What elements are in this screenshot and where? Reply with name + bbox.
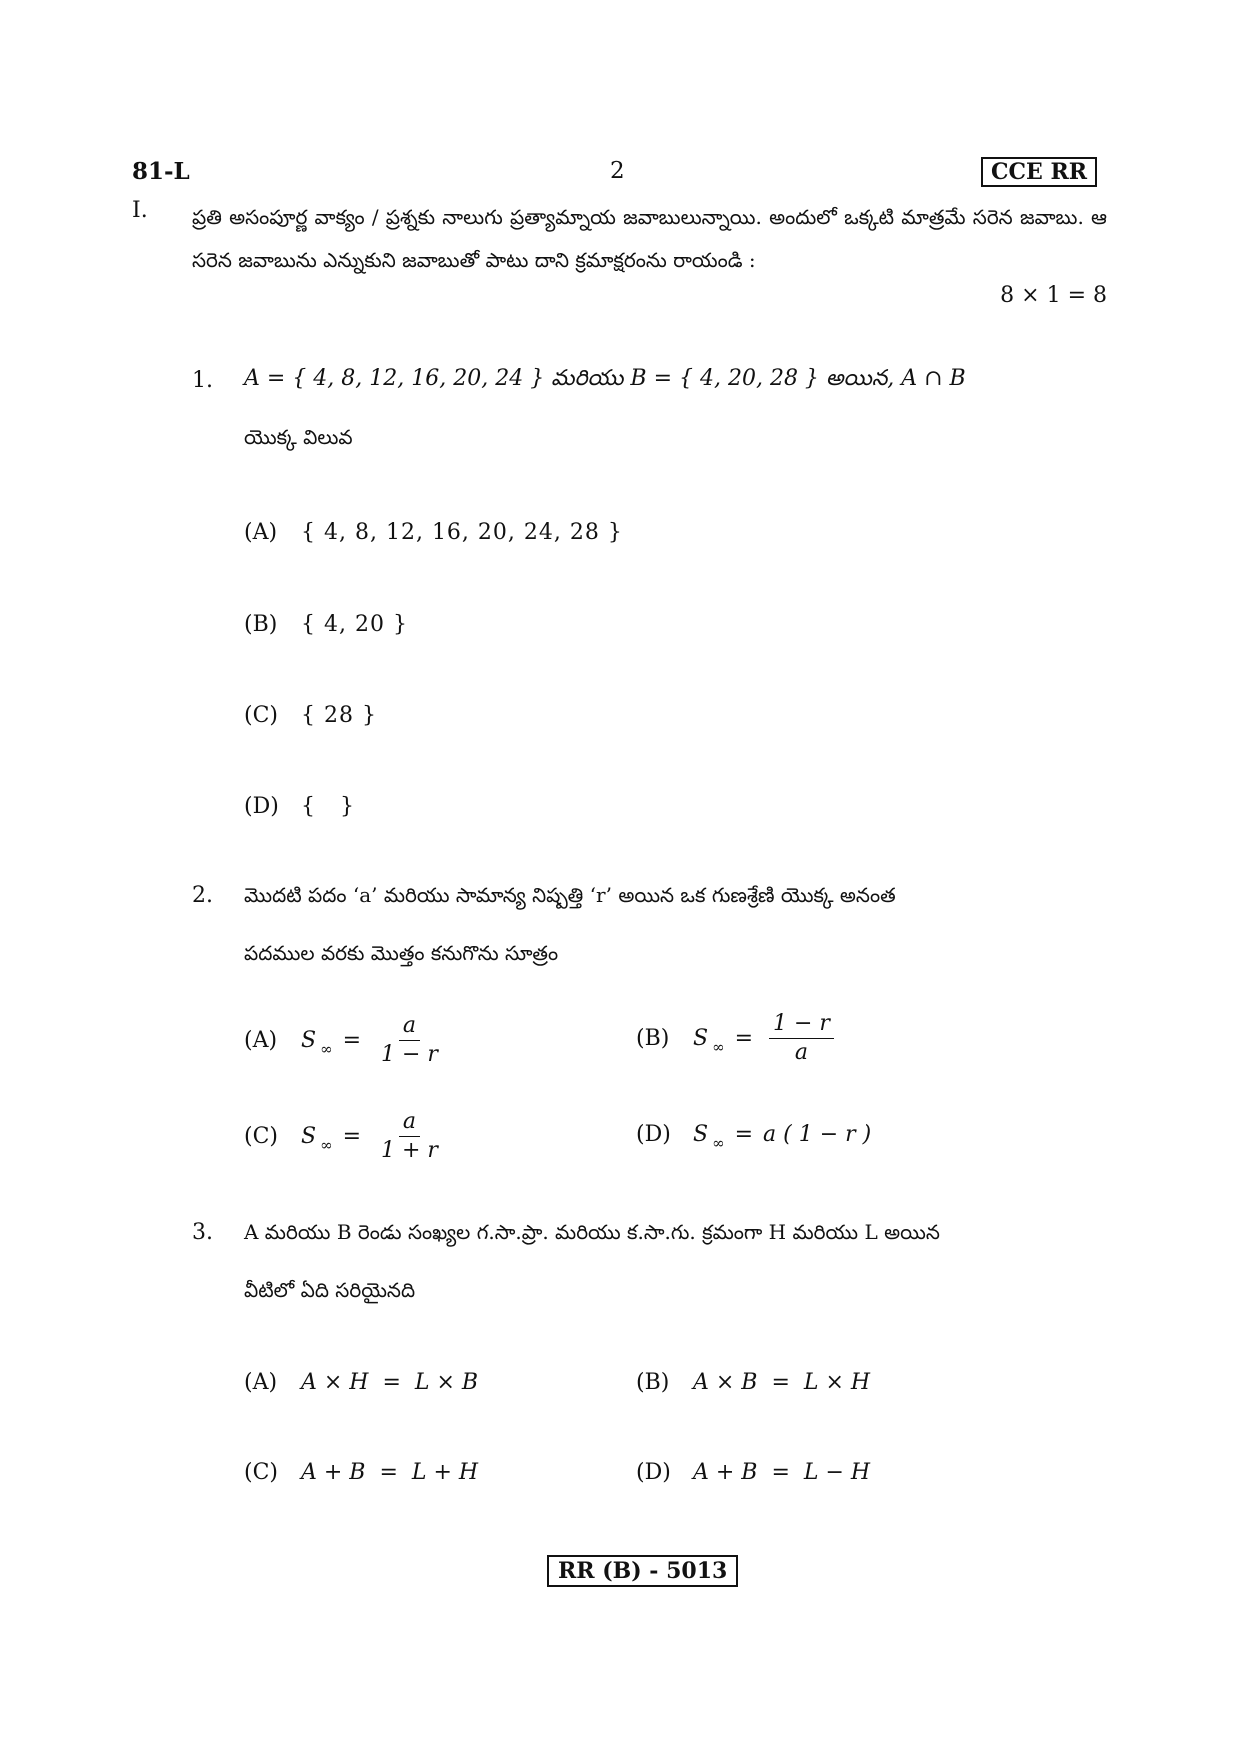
section-number: I. xyxy=(132,198,148,223)
option-value: A + B = L + H xyxy=(301,1460,479,1485)
option-label: (D) xyxy=(244,794,279,819)
equals-sign: = xyxy=(342,1028,362,1053)
fraction xyxy=(377,1108,442,1165)
section-marks: 8 × 1 = 8 xyxy=(1000,283,1107,308)
question-line: A మరియు B రెండు సంఖ్యల గ.సా.ప్రా. మరియు క.సా.గు. క్రమంగా H మరియు L అయిన xyxy=(244,1220,940,1244)
option-c[interactable] xyxy=(244,1460,478,1485)
exam-type-badge: CCE RR xyxy=(981,157,1097,187)
option-label: (C) xyxy=(244,703,278,728)
option-a[interactable] xyxy=(244,1012,448,1069)
option-c[interactable] xyxy=(244,1108,448,1165)
question-text xyxy=(244,866,1108,982)
section-instruction: ప్రతి అసంపూర్ణ వాక్యం / ప్రశ్నకు నాలుగు ప్రత్యామ్నాయ జవాబులున్నాయి. అందులో ఒక్కటి మాత్రమే సరెన జవాబు. ఆ సరెన జవాబును ఎన్నుకుని జవాబుతో పాటు దాని క్రమాక్షరంను రాయండి : xyxy=(192,205,1107,272)
question-text xyxy=(244,350,1108,466)
option-d[interactable] xyxy=(244,794,355,819)
infinity-subscript: ∞ xyxy=(712,1133,725,1152)
option-label: (B) xyxy=(244,612,278,637)
sum-symbol: S xyxy=(301,1028,317,1053)
option-b[interactable] xyxy=(244,612,408,637)
option-value: { 28 } xyxy=(301,703,377,728)
infinity-subscript: ∞ xyxy=(320,1039,333,1058)
option-value: A × H = L × B xyxy=(301,1370,479,1395)
question-line: A = { 4, 8, 12, 16, 20, 24 } మరియు B = { 4, 20, 28 } అయిన, A ∩ B xyxy=(244,366,966,391)
fraction xyxy=(377,1012,442,1069)
equals-sign: = xyxy=(734,1122,754,1147)
page-number: 2 xyxy=(610,158,625,184)
expression: a ( 1 − r ) xyxy=(763,1122,872,1147)
option-label: (D) xyxy=(636,1122,671,1147)
option-label: (B) xyxy=(636,1370,670,1395)
question-number: 2. xyxy=(192,883,213,908)
option-d[interactable] xyxy=(636,1460,870,1485)
numerator: a xyxy=(399,1012,420,1041)
equals-sign: = xyxy=(734,1026,754,1051)
booklet-code: RR (B) - 5013 xyxy=(547,1555,738,1587)
option-value: A × B = L × H xyxy=(693,1370,871,1395)
option-b[interactable] xyxy=(636,1010,840,1067)
option-value: { } xyxy=(301,794,355,819)
option-label: (C) xyxy=(244,1124,278,1149)
question-line: పదముల వరకు మొత్తం కనుగొను సూత్రం xyxy=(244,941,559,965)
option-label: (D) xyxy=(636,1460,671,1485)
numerator: a xyxy=(399,1108,420,1137)
denominator: 1 + r xyxy=(381,1138,438,1163)
option-label: (A) xyxy=(244,520,278,545)
option-value: { 4, 20 } xyxy=(301,612,408,637)
option-label: (A) xyxy=(244,1028,278,1053)
option-label: (A) xyxy=(244,1370,278,1395)
option-value: { 4, 8, 12, 16, 20, 24, 28 } xyxy=(301,520,623,545)
question-line: వీటిలో ఏది సరియైనది xyxy=(244,1278,416,1302)
fraction xyxy=(769,1010,834,1067)
paper-code: 81-L xyxy=(132,158,190,185)
denominator: 1 − r xyxy=(381,1042,438,1067)
question-number: 3. xyxy=(192,1220,213,1245)
option-value: A + B = L − H xyxy=(693,1460,871,1485)
infinity-subscript: ∞ xyxy=(712,1037,725,1056)
sum-symbol: S xyxy=(693,1026,709,1051)
question-line: యొక్క విలువ xyxy=(244,425,353,449)
question-number: 1. xyxy=(192,368,213,393)
question-line: మొదటి పదం ‘a’ మరియు సామాన్య నిష్పత్తి ‘r’ అయిన ఒక గుణశ్రేణి యొక్క అనంత xyxy=(244,883,896,907)
sum-symbol: S xyxy=(301,1124,317,1149)
question-text xyxy=(244,1203,1108,1319)
option-b[interactable] xyxy=(636,1370,870,1395)
option-label: (B) xyxy=(636,1026,670,1051)
option-d[interactable] xyxy=(636,1122,872,1152)
infinity-subscript: ∞ xyxy=(320,1135,333,1154)
equals-sign: = xyxy=(342,1124,362,1149)
denominator: a xyxy=(794,1040,809,1065)
sum-symbol: S xyxy=(693,1122,709,1147)
option-a[interactable] xyxy=(244,1370,478,1395)
numerator: 1 − r xyxy=(769,1010,834,1039)
option-c[interactable] xyxy=(244,703,377,728)
option-label: (C) xyxy=(244,1460,278,1485)
option-a[interactable] xyxy=(244,520,623,545)
